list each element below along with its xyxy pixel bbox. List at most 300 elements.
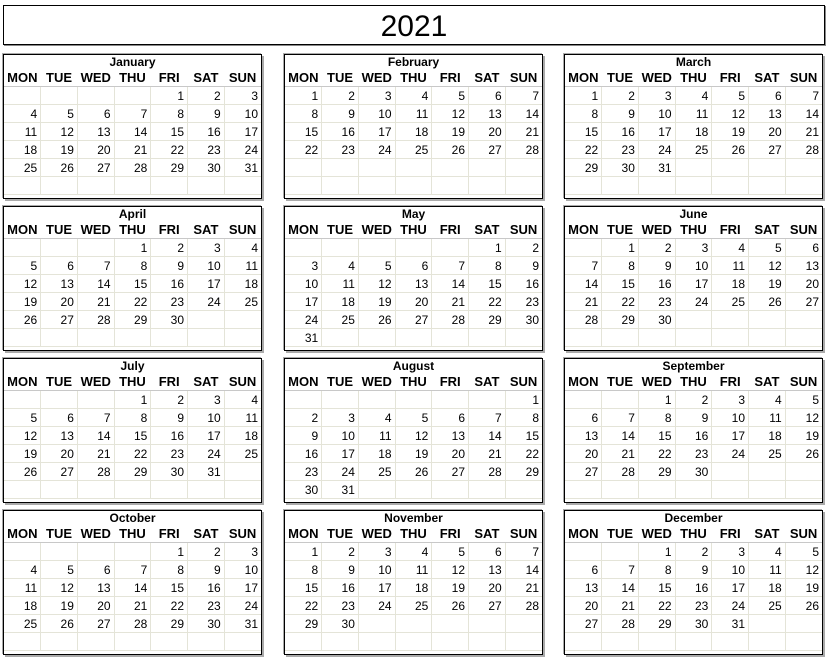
day-cell (395, 239, 432, 257)
day-cell: 3 (712, 543, 749, 561)
day-cell: 5 (785, 543, 822, 561)
week-row (4, 561, 261, 579)
day-cell: 15 (565, 123, 602, 141)
day-cell: 8 (151, 561, 188, 579)
day-cell: 24 (224, 597, 261, 615)
day-cell: 10 (638, 105, 675, 123)
day-cell (602, 481, 639, 499)
day-cell: 12 (432, 561, 469, 579)
day-cell: 31 (224, 615, 261, 633)
day-cell: 10 (188, 257, 225, 275)
weekday-header-row (4, 525, 261, 543)
day-cell (432, 239, 469, 257)
day-cell (602, 391, 639, 409)
weekday-header-row (4, 221, 261, 239)
weekday-header: THU (114, 69, 151, 87)
day-cell (188, 329, 225, 347)
day-cell: 11 (224, 257, 261, 275)
weekday-header: WED (77, 525, 114, 543)
weekday-header: THU (675, 69, 712, 87)
day-cell: 12 (358, 275, 395, 293)
day-cell (785, 481, 822, 499)
day-cell (322, 633, 359, 651)
day-cell: 21 (602, 597, 639, 615)
day-cell (151, 177, 188, 195)
month-name: July (120, 359, 145, 373)
day-cell: 29 (151, 159, 188, 177)
day-cell: 18 (322, 293, 359, 311)
day-cell: 13 (432, 427, 469, 445)
week-row (285, 329, 542, 347)
day-cell: 18 (712, 275, 749, 293)
week-row (565, 615, 822, 633)
weekday-header: FRI (151, 221, 188, 239)
day-cell: 20 (565, 445, 602, 463)
day-cell: 22 (151, 141, 188, 159)
weekday-header: FRI (432, 221, 469, 239)
day-cell: 23 (505, 293, 542, 311)
day-cell: 3 (188, 239, 225, 257)
day-cell: 29 (565, 159, 602, 177)
month-name: November (384, 511, 443, 525)
day-cell: 16 (188, 123, 225, 141)
day-cell: 4 (358, 409, 395, 427)
month-name: September (662, 359, 725, 373)
day-cell: 15 (151, 123, 188, 141)
day-cell: 7 (77, 409, 114, 427)
day-cell: 11 (675, 105, 712, 123)
month-panel-july (3, 358, 262, 503)
day-cell: 30 (285, 481, 322, 499)
day-cell (322, 329, 359, 347)
day-cell (505, 481, 542, 499)
week-row (285, 87, 542, 105)
day-cell: 10 (712, 409, 749, 427)
weekday-header: MON (4, 69, 41, 87)
day-cell (114, 177, 151, 195)
day-cell (188, 633, 225, 651)
day-cell (432, 633, 469, 651)
weekday-header: SAT (188, 525, 225, 543)
weekday-header-row (285, 69, 542, 87)
week-row (565, 105, 822, 123)
week-row (565, 257, 822, 275)
day-cell: 17 (358, 579, 395, 597)
day-cell: 20 (469, 579, 506, 597)
weekday-header: FRI (712, 69, 749, 87)
day-cell: 9 (151, 409, 188, 427)
day-cell (505, 177, 542, 195)
day-cell (322, 159, 359, 177)
day-cell: 25 (322, 311, 359, 329)
day-cell: 13 (41, 427, 78, 445)
day-cell: 22 (638, 445, 675, 463)
week-row (285, 579, 542, 597)
day-cell: 1 (285, 87, 322, 105)
weekday-header: WED (77, 221, 114, 239)
day-cell: 16 (675, 427, 712, 445)
week-row (4, 105, 261, 123)
day-cell: 24 (358, 141, 395, 159)
week-row (285, 597, 542, 615)
weekday-header: MON (4, 373, 41, 391)
weekday-header: WED (77, 373, 114, 391)
weekday-header: SUN (505, 373, 542, 391)
weekday-header-row (565, 69, 822, 87)
week-row (285, 123, 542, 141)
day-cell: 30 (602, 159, 639, 177)
weekday-header: SAT (749, 69, 786, 87)
day-cell: 24 (675, 293, 712, 311)
day-cell: 4 (224, 239, 261, 257)
day-cell (675, 177, 712, 195)
day-cell: 26 (358, 311, 395, 329)
day-cell (749, 159, 786, 177)
day-cell: 24 (712, 597, 749, 615)
day-cell: 19 (4, 293, 41, 311)
weekday-header: MON (4, 221, 41, 239)
day-cell (432, 159, 469, 177)
day-cell: 20 (749, 123, 786, 141)
weekday-header-row (285, 373, 542, 391)
day-cell: 7 (432, 257, 469, 275)
month-day-grid (565, 69, 822, 195)
day-cell: 14 (77, 427, 114, 445)
day-cell: 16 (602, 123, 639, 141)
day-cell (77, 633, 114, 651)
day-cell: 2 (188, 87, 225, 105)
week-row (565, 391, 822, 409)
day-cell: 16 (151, 275, 188, 293)
day-cell (41, 329, 78, 347)
weekday-header: MON (565, 525, 602, 543)
day-cell: 29 (638, 463, 675, 481)
month-day-grid (285, 373, 542, 499)
day-cell: 13 (77, 579, 114, 597)
week-row (285, 633, 542, 651)
day-cell (358, 239, 395, 257)
week-row (285, 275, 542, 293)
day-cell: 9 (675, 561, 712, 579)
day-cell: 28 (505, 141, 542, 159)
day-cell: 22 (285, 141, 322, 159)
day-cell: 6 (41, 257, 78, 275)
day-cell: 22 (505, 445, 542, 463)
day-cell: 9 (188, 561, 225, 579)
day-cell: 18 (224, 427, 261, 445)
day-cell: 8 (638, 561, 675, 579)
day-cell (505, 633, 542, 651)
week-row (4, 597, 261, 615)
week-row (565, 159, 822, 177)
day-cell: 19 (432, 123, 469, 141)
day-cell (395, 481, 432, 499)
weekday-header: MON (285, 221, 322, 239)
day-cell (602, 177, 639, 195)
day-cell (41, 177, 78, 195)
day-cell: 17 (188, 427, 225, 445)
day-cell (565, 391, 602, 409)
day-cell: 6 (77, 561, 114, 579)
day-cell: 5 (785, 391, 822, 409)
day-cell (432, 615, 469, 633)
day-cell: 21 (77, 445, 114, 463)
day-cell: 31 (285, 329, 322, 347)
day-cell: 18 (4, 597, 41, 615)
day-cell: 11 (4, 579, 41, 597)
day-cell: 24 (224, 141, 261, 159)
day-cell: 23 (151, 445, 188, 463)
day-cell: 27 (469, 597, 506, 615)
day-cell (224, 311, 261, 329)
day-cell: 6 (469, 87, 506, 105)
day-cell: 8 (565, 105, 602, 123)
day-cell: 11 (358, 427, 395, 445)
day-cell (224, 481, 261, 499)
weekday-header: THU (114, 373, 151, 391)
day-cell: 4 (675, 87, 712, 105)
day-cell: 26 (712, 141, 749, 159)
day-cell (469, 481, 506, 499)
day-cell: 19 (41, 141, 78, 159)
day-cell (4, 329, 41, 347)
day-cell: 25 (224, 293, 261, 311)
day-cell: 31 (224, 159, 261, 177)
day-cell: 12 (785, 409, 822, 427)
day-cell: 21 (114, 597, 151, 615)
day-cell: 18 (395, 579, 432, 597)
day-cell (41, 543, 78, 561)
day-cell: 24 (188, 293, 225, 311)
day-cell: 22 (114, 293, 151, 311)
weekday-header: WED (77, 69, 114, 87)
day-cell (358, 391, 395, 409)
month-panel-october (3, 510, 262, 655)
day-cell (322, 239, 359, 257)
day-cell (432, 177, 469, 195)
day-cell: 13 (395, 275, 432, 293)
day-cell: 7 (602, 561, 639, 579)
day-cell (638, 633, 675, 651)
day-cell: 24 (638, 141, 675, 159)
day-cell (749, 329, 786, 347)
day-cell (712, 159, 749, 177)
day-cell: 28 (785, 141, 822, 159)
weekday-header-row (4, 69, 261, 87)
day-cell: 8 (285, 105, 322, 123)
day-cell: 15 (285, 123, 322, 141)
day-cell: 19 (785, 579, 822, 597)
day-cell (224, 633, 261, 651)
day-cell: 18 (749, 579, 786, 597)
week-row (4, 177, 261, 195)
day-cell (505, 615, 542, 633)
week-row (285, 311, 542, 329)
day-cell: 10 (224, 105, 261, 123)
day-cell (285, 239, 322, 257)
day-cell: 5 (4, 409, 41, 427)
week-row (565, 123, 822, 141)
weekday-header: FRI (151, 373, 188, 391)
weekday-header: THU (675, 373, 712, 391)
day-cell (469, 633, 506, 651)
day-cell (785, 159, 822, 177)
month-day-grid (565, 373, 822, 499)
month-name: February (387, 55, 440, 69)
day-cell: 8 (114, 257, 151, 275)
month-name: June (679, 207, 708, 221)
weekday-header: SAT (469, 69, 506, 87)
day-cell (77, 177, 114, 195)
day-cell: 1 (638, 391, 675, 409)
day-cell (749, 633, 786, 651)
weekday-header: MON (285, 373, 322, 391)
day-cell: 17 (358, 123, 395, 141)
weekday-header: TUE (41, 525, 78, 543)
day-cell (188, 481, 225, 499)
day-cell (785, 311, 822, 329)
weekday-header: SUN (505, 525, 542, 543)
day-cell: 2 (322, 87, 359, 105)
day-cell: 17 (188, 275, 225, 293)
day-cell: 5 (432, 543, 469, 561)
day-cell: 30 (638, 311, 675, 329)
day-cell (675, 633, 712, 651)
day-cell: 29 (114, 311, 151, 329)
day-cell: 9 (638, 257, 675, 275)
day-cell: 4 (224, 391, 261, 409)
day-cell (712, 177, 749, 195)
day-cell: 17 (712, 427, 749, 445)
day-cell: 13 (749, 105, 786, 123)
weekday-header: THU (114, 221, 151, 239)
day-cell (77, 481, 114, 499)
day-cell: 25 (749, 445, 786, 463)
day-cell: 6 (785, 239, 822, 257)
day-cell: 7 (469, 409, 506, 427)
day-cell: 20 (565, 597, 602, 615)
weekday-header: WED (358, 221, 395, 239)
day-cell: 30 (188, 615, 225, 633)
day-cell: 3 (188, 391, 225, 409)
day-cell: 23 (322, 597, 359, 615)
day-cell: 4 (395, 87, 432, 105)
day-cell: 23 (188, 597, 225, 615)
day-cell: 1 (151, 543, 188, 561)
day-cell: 27 (395, 311, 432, 329)
week-row (4, 463, 261, 481)
day-cell: 11 (712, 257, 749, 275)
month-day-grid (285, 221, 542, 347)
weekday-header: FRI (151, 69, 188, 87)
weekday-header: SUN (224, 525, 261, 543)
day-cell (638, 481, 675, 499)
day-cell (322, 391, 359, 409)
day-cell: 29 (285, 615, 322, 633)
day-cell: 1 (151, 87, 188, 105)
day-cell: 17 (638, 123, 675, 141)
weekday-header: FRI (712, 373, 749, 391)
day-cell (285, 391, 322, 409)
day-cell: 29 (151, 615, 188, 633)
day-cell: 21 (77, 293, 114, 311)
day-cell: 13 (469, 105, 506, 123)
week-row (285, 159, 542, 177)
day-cell: 16 (505, 275, 542, 293)
day-cell: 6 (565, 561, 602, 579)
day-cell: 5 (4, 257, 41, 275)
calendar-year-title: 2021 (380, 10, 448, 43)
day-cell: 26 (432, 141, 469, 159)
week-row (565, 275, 822, 293)
weekday-header: MON (4, 525, 41, 543)
day-cell: 20 (395, 293, 432, 311)
weekday-header: SAT (188, 221, 225, 239)
day-cell: 25 (712, 293, 749, 311)
day-cell: 2 (675, 391, 712, 409)
day-cell (4, 87, 41, 105)
day-cell: 23 (151, 293, 188, 311)
day-cell: 28 (505, 597, 542, 615)
weekday-header: THU (114, 525, 151, 543)
day-cell: 12 (4, 275, 41, 293)
day-cell: 27 (785, 293, 822, 311)
day-cell: 15 (638, 427, 675, 445)
day-cell (395, 177, 432, 195)
week-row (4, 633, 261, 651)
day-cell: 29 (638, 615, 675, 633)
day-cell (712, 329, 749, 347)
weekday-header: SUN (785, 69, 822, 87)
day-cell: 19 (785, 427, 822, 445)
day-cell: 15 (638, 579, 675, 597)
day-cell: 10 (285, 275, 322, 293)
day-cell: 1 (602, 239, 639, 257)
weekday-header: SAT (188, 69, 225, 87)
day-cell (395, 159, 432, 177)
weekday-header: FRI (712, 221, 749, 239)
day-cell: 22 (285, 597, 322, 615)
week-row (565, 87, 822, 105)
month-panel-april (3, 206, 262, 351)
day-cell: 17 (224, 123, 261, 141)
day-cell: 7 (505, 543, 542, 561)
week-row (4, 329, 261, 347)
week-row (565, 293, 822, 311)
day-cell (675, 159, 712, 177)
day-cell (77, 391, 114, 409)
day-cell: 11 (395, 561, 432, 579)
day-cell: 3 (358, 87, 395, 105)
day-cell: 7 (114, 105, 151, 123)
day-cell (505, 159, 542, 177)
day-cell: 1 (469, 239, 506, 257)
day-cell: 26 (395, 463, 432, 481)
day-cell: 30 (151, 311, 188, 329)
day-cell (114, 543, 151, 561)
day-cell: 5 (395, 409, 432, 427)
day-cell: 20 (77, 141, 114, 159)
week-row (4, 579, 261, 597)
day-cell: 23 (322, 141, 359, 159)
day-cell (358, 481, 395, 499)
weekday-header-row (565, 373, 822, 391)
day-cell: 20 (785, 275, 822, 293)
weekday-header: THU (395, 221, 432, 239)
day-cell: 30 (151, 463, 188, 481)
day-cell: 27 (432, 463, 469, 481)
day-cell: 12 (432, 105, 469, 123)
